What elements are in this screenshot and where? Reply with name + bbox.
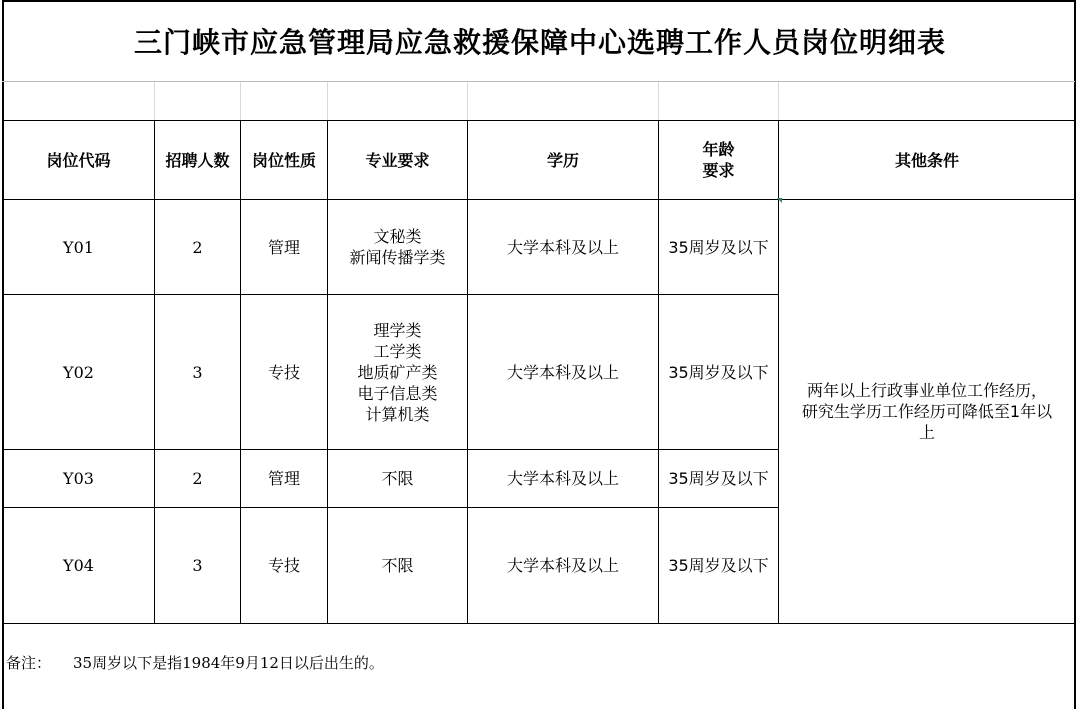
- cell-age: 35周岁及以下: [659, 450, 779, 508]
- header-age-line1: 年龄: [702, 140, 735, 159]
- major-item: 电子信息类: [357, 383, 438, 403]
- major-item: 新闻传播学类: [349, 248, 446, 267]
- major-item: 工学类: [373, 341, 422, 361]
- footnote-text: 35周岁以下是指1984年9月12日以后出生的。: [73, 654, 384, 672]
- cell-education: 大学本科及以上: [468, 295, 659, 450]
- header-nature: 岗位性质: [241, 121, 328, 200]
- cell-count: 3: [155, 295, 241, 450]
- positions-table: [2, 120, 1076, 624]
- cell-other-conditions: [779, 200, 1076, 624]
- gridline: [467, 82, 468, 120]
- header-code: 岗位代码: [3, 121, 155, 200]
- cell-education: 大学本科及以上: [468, 200, 659, 295]
- gridline: [240, 82, 241, 120]
- header-other: 其他条件: [779, 121, 1076, 200]
- gridline: [154, 82, 155, 120]
- cell-nature: 专技: [241, 508, 328, 624]
- cell-major: [328, 295, 468, 450]
- footnote: [6, 652, 384, 673]
- cell-education: 大学本科及以上: [468, 508, 659, 624]
- cell-count: 2: [155, 200, 241, 295]
- header-count: 招聘人数: [155, 121, 241, 200]
- header-age-line2: 要求: [702, 161, 735, 180]
- other-line: 两年以上行政事业单位工作经历，: [806, 381, 1047, 400]
- cell-major: 不限: [328, 508, 468, 624]
- footnote-label: 备注：: [6, 654, 52, 672]
- other-line: 研究生学历工作经历可降低至1年以: [801, 402, 1053, 421]
- cell-age: 35周岁及以下: [659, 508, 779, 624]
- cell-code: Y01: [3, 200, 155, 295]
- cell-nature: 管理: [241, 200, 328, 295]
- header-major: 专业要求: [328, 121, 468, 200]
- major-item: 地质矿产类: [357, 362, 438, 382]
- page-title: 三门峡市应急管理局应急救援保障中心选聘工作人员岗位明细表: [133, 26, 946, 59]
- table-header-row: [3, 121, 1076, 200]
- cell-nature: 专技: [241, 295, 328, 450]
- major-item: 计算机类: [365, 404, 430, 424]
- cell-count: 2: [155, 450, 241, 508]
- header-age: [659, 121, 779, 200]
- cell-age: 35周岁及以下: [659, 295, 779, 450]
- gridline: [327, 82, 328, 120]
- major-item: 文秘类: [373, 227, 422, 246]
- cell-code: Y02: [3, 295, 155, 450]
- cell-age: 35周岁及以下: [659, 200, 779, 295]
- other-line: 上: [918, 423, 935, 442]
- cell-major: [328, 200, 468, 295]
- cell-comment-marker-icon: [777, 198, 782, 203]
- table-row: [3, 200, 1076, 295]
- major-item: 理学类: [373, 320, 422, 340]
- cell-major: 不限: [328, 450, 468, 508]
- cell-code: Y03: [3, 450, 155, 508]
- cell-education: 大学本科及以上: [468, 450, 659, 508]
- cell-nature: 管理: [241, 450, 328, 508]
- cell-code: Y04: [3, 508, 155, 624]
- gridline: [658, 82, 659, 120]
- cell-count: 3: [155, 508, 241, 624]
- header-education: 学历: [468, 121, 659, 200]
- gridline: [778, 82, 779, 120]
